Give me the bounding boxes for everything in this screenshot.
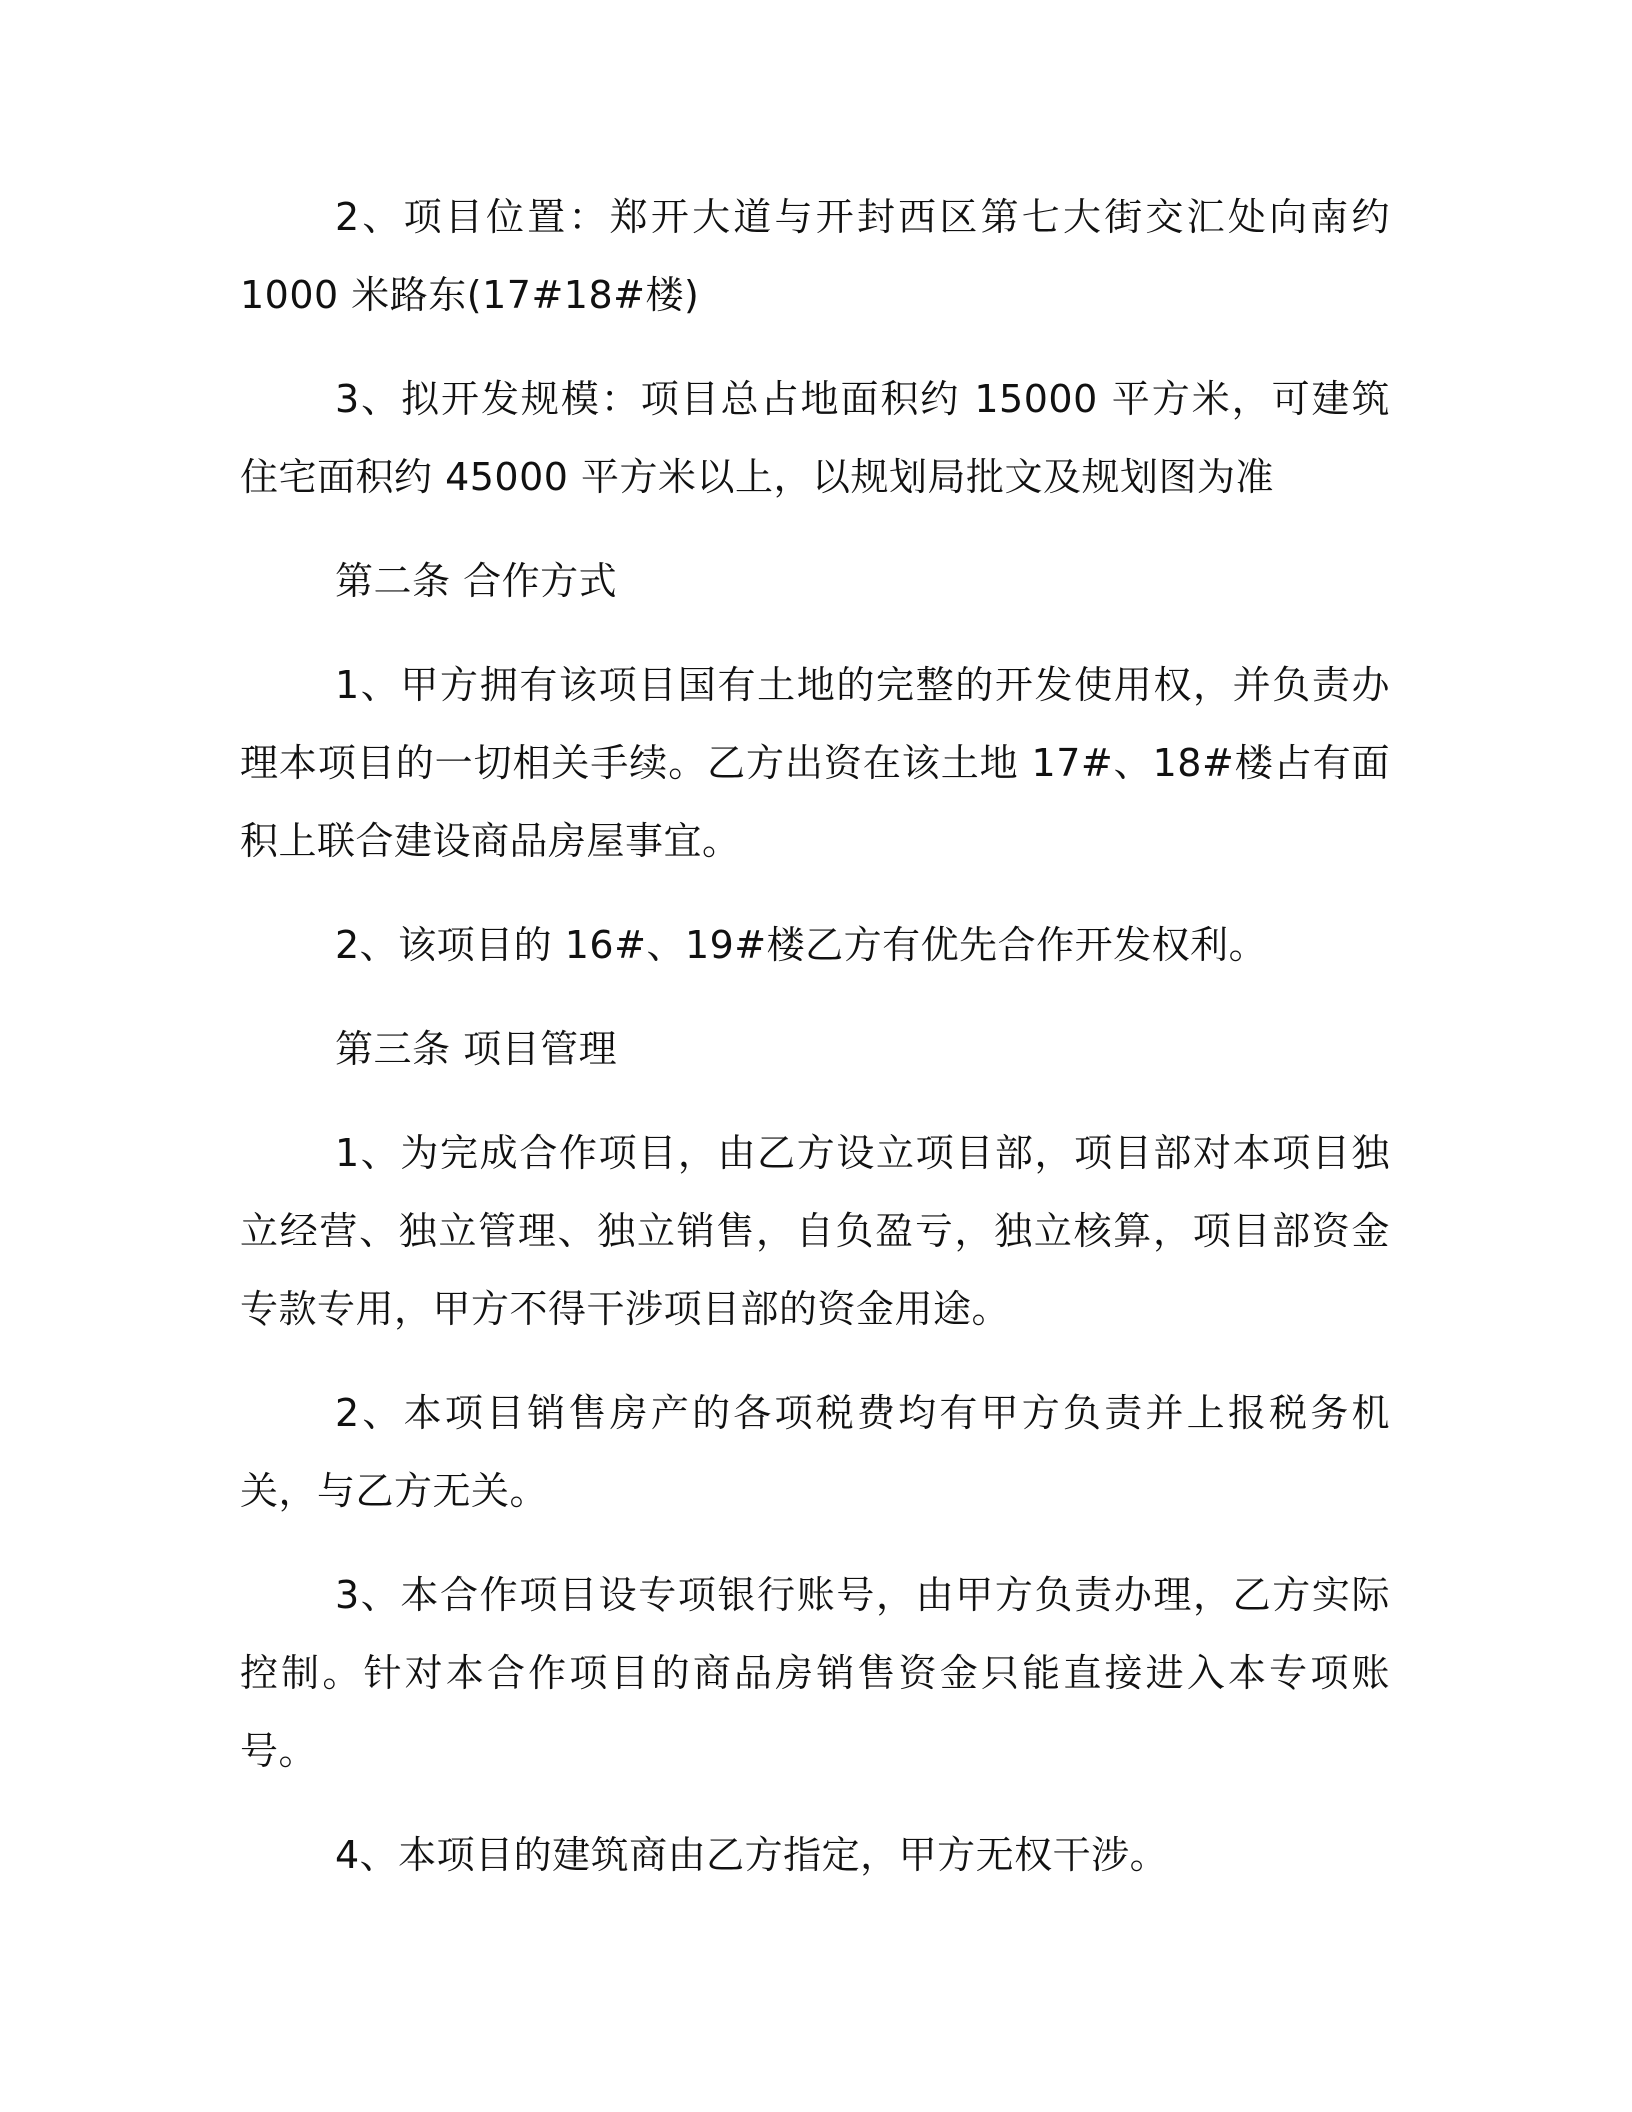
paragraph-project-department: 1、为完成合作项目，由乙方设立项目部，项目部对本项目独立经营、独立管理、独立销售，自负盈亏，独立核算，项目部资金专款专用，甲方不得干涉项目部的资金用途。	[240, 1131, 1390, 1331]
paragraph-project-location: 2、项目位置：郑开大道与开封西区第七大街交汇处向南约 1000 米路东(17#18#楼)	[240, 195, 1390, 317]
paragraph-bank-account: 3、本合作项目设专项银行账号，由甲方负责办理，乙方实际控制。针对本合作项目的商品房销售资金只能直接进入本专项账号。	[240, 1573, 1390, 1773]
paragraph-development-scale: 3、拟开发规模：项目总占地面积约 15000 平方米，可建筑住宅面积约 45000 平方米以上，以规划局批文及规划图为准	[240, 377, 1390, 499]
document-body	[240, 178, 1390, 1920]
paragraph-priority-rights: 2、该项目的 16#、19#楼乙方有优先合作开发权利。	[335, 923, 1268, 967]
article-three-heading: 第三条 项目管理	[335, 1027, 618, 1071]
paragraph-taxes: 2、本项目销售房产的各项税费均有甲方负责并上报税务机关，与乙方无关。	[240, 1391, 1390, 1513]
paragraph-land-rights: 1、甲方拥有该项目国有土地的完整的开发使用权，并负责办理本项目的一切相关手续。乙方出资在该土地 17#、18#楼占有面积上联合建设商品房屋事宜。	[240, 663, 1390, 863]
article-two-heading: 第二条 合作方式	[335, 559, 618, 603]
paragraph-builder: 4、本项目的建筑商由乙方指定，甲方无权干涉。	[335, 1833, 1169, 1877]
